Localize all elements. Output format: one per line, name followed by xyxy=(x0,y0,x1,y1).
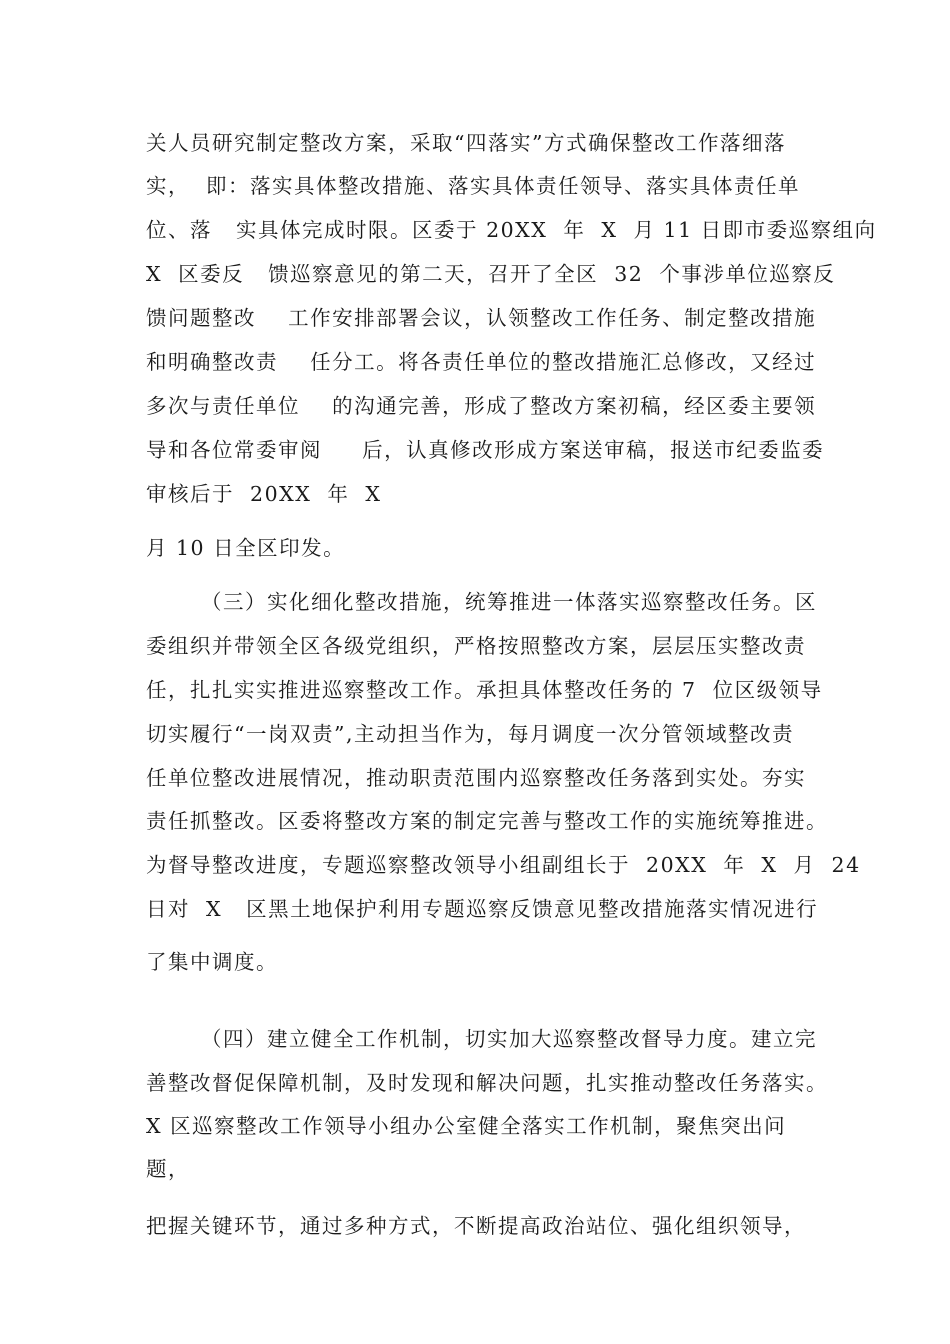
paragraph-line: X 区委反 馈巡察意见的第二天，召开了全区 32 个事涉单位巡察反 xyxy=(146,262,836,286)
section-heading-line: （三）实化细化整改措施，统筹推进一体落实巡察整改任务。区 xyxy=(201,590,817,614)
paragraph-line: 馈问题整改 工作安排部署会议，认领整改工作任务、制定整改措施 xyxy=(146,306,817,330)
paragraph-line: 多次与责任单位 的沟通完善，形成了整改方案初稿，经区委主要领 xyxy=(146,394,817,418)
paragraph-line: 题， xyxy=(146,1157,190,1181)
paragraph-line: 任，扎扎实实推进巡察整改工作。承担具体整改任务的 7 位区级领导 xyxy=(146,678,823,702)
paragraph-line: 善整改督促保障机制，及时发现和解决问题，扎实推动整改任务落实。 xyxy=(146,1071,828,1095)
paragraph-line: 和明确整改责 任分工。将各责任单位的整改措施汇总修改，又经过 xyxy=(146,350,817,374)
paragraph-line: 日对 X 区黑土地保护利用专题巡察反馈意见整改措施落实情况进行 xyxy=(146,897,819,921)
paragraph-line: 责任抓整改。区委将整改方案的制定完善与整改工作的实施统筹推进。 xyxy=(146,809,828,833)
paragraph-line: 把握关键环节，通过多种方式，不断提高政治站位、强化组织领导， xyxy=(146,1214,806,1238)
paragraph-line: 月 10 日全区印发。 xyxy=(146,536,346,560)
paragraph-line: 位、落 实具体完成时限。区委于 20XX 年 X 月 11 日即市委巡察组向 xyxy=(146,218,877,242)
paragraph-line: 关人员研究制定整改方案，采取“四落实”方式确保整改工作落细落 xyxy=(146,131,786,155)
paragraph-line: 了集中调度。 xyxy=(146,950,278,974)
paragraph-line: X 区巡察整改工作领导小组办公室健全落实工作机制，聚焦突出问 xyxy=(146,1114,787,1138)
paragraph-line: 实， 即：落实具体整改措施、落实具体责任领导、落实具体责任单 xyxy=(146,174,801,198)
paragraph-line: 任单位整改进展情况，推动职责范围内巡察整改任务落到实处。夯实 xyxy=(146,766,806,790)
paragraph-line: 导和各位常委审阅 后，认真修改形成方案送审稿，报送市纪委监委 xyxy=(146,438,825,462)
paragraph-line: 审核后于 20XX 年 X xyxy=(146,482,382,506)
section-heading-line: （四）建立健全工作机制，切实加大巡察整改督导力度。建立完 xyxy=(201,1027,817,1051)
paragraph-line: 委组织并带领全区各级党组织，严格按照整改方案，层层压实整改责 xyxy=(146,634,806,658)
paragraph-line: 切实履行“一岗双责”,主动担当作为，每月调度一次分管领域整改责 xyxy=(146,722,794,746)
paragraph-line: 为督导整改进度，专题巡察整改领导小组副组长于 20XX 年 X 月 24 xyxy=(146,853,861,877)
